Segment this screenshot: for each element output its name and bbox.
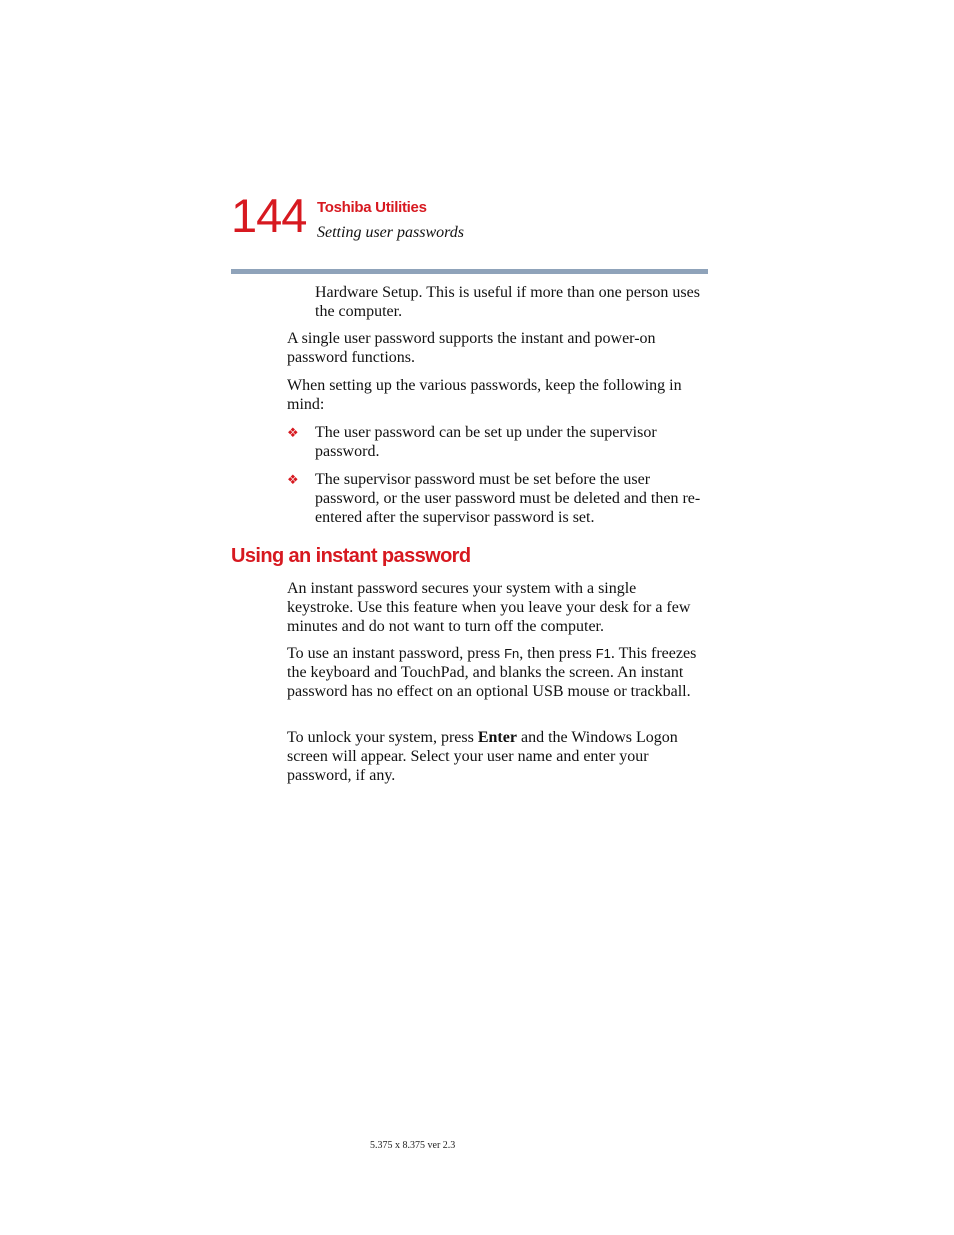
paragraph-instant-password-intro: An instant password secures your system with a single keystroke. Use this feature when you leave your desk for a few minutes and do not want to turn off the computer. [287,580,691,635]
section-heading: Using an instant password [231,545,471,567]
text-run: To unlock your system, press [287,729,478,746]
page-number: 144 [231,189,307,242]
text-run: and the Windows Logon screen will appear. Select your user name and enter your password, if any. [287,729,678,784]
text-run: . This freezes the keyboard and TouchPad, and blanks the screen. An instant password has no effect on an optional USB mouse or trackball. [287,645,697,700]
section-title: Setting user passwords [317,224,464,241]
text-run: , then press [519,645,596,662]
bullet-item: The supervisor password must be set before the user password, or the user password must be deleted and then re-entered after the supervisor password is set. [315,471,701,526]
footer-version: 5.375 x 8.375 ver 2.3 [370,1140,456,1151]
key-f1: F1 [595,646,611,661]
key-enter: Enter [477,729,517,746]
paragraph-unlock [287,729,710,785]
key-fn: Fn [504,646,520,661]
header-rule [231,269,708,274]
text-run: To use an instant password, press [287,645,505,662]
paragraph-keep-in-mind: When setting up the various passwords, keep the following in mind: [287,377,682,413]
bullet-icon: ❖ [287,425,299,440]
paragraph-single-user-password: A single user password supports the instant and power-on password functions. [287,330,656,366]
continued-paragraph: Hardware Setup. This is useful if more than one person uses the computer. [315,284,700,320]
bullet-item: The user password can be set up under the supervisor password. [315,424,657,460]
paragraph-instant-password-usage [287,645,710,701]
bullet-icon: ❖ [287,472,299,487]
chapter-title: Toshiba Utilities [317,199,427,216]
